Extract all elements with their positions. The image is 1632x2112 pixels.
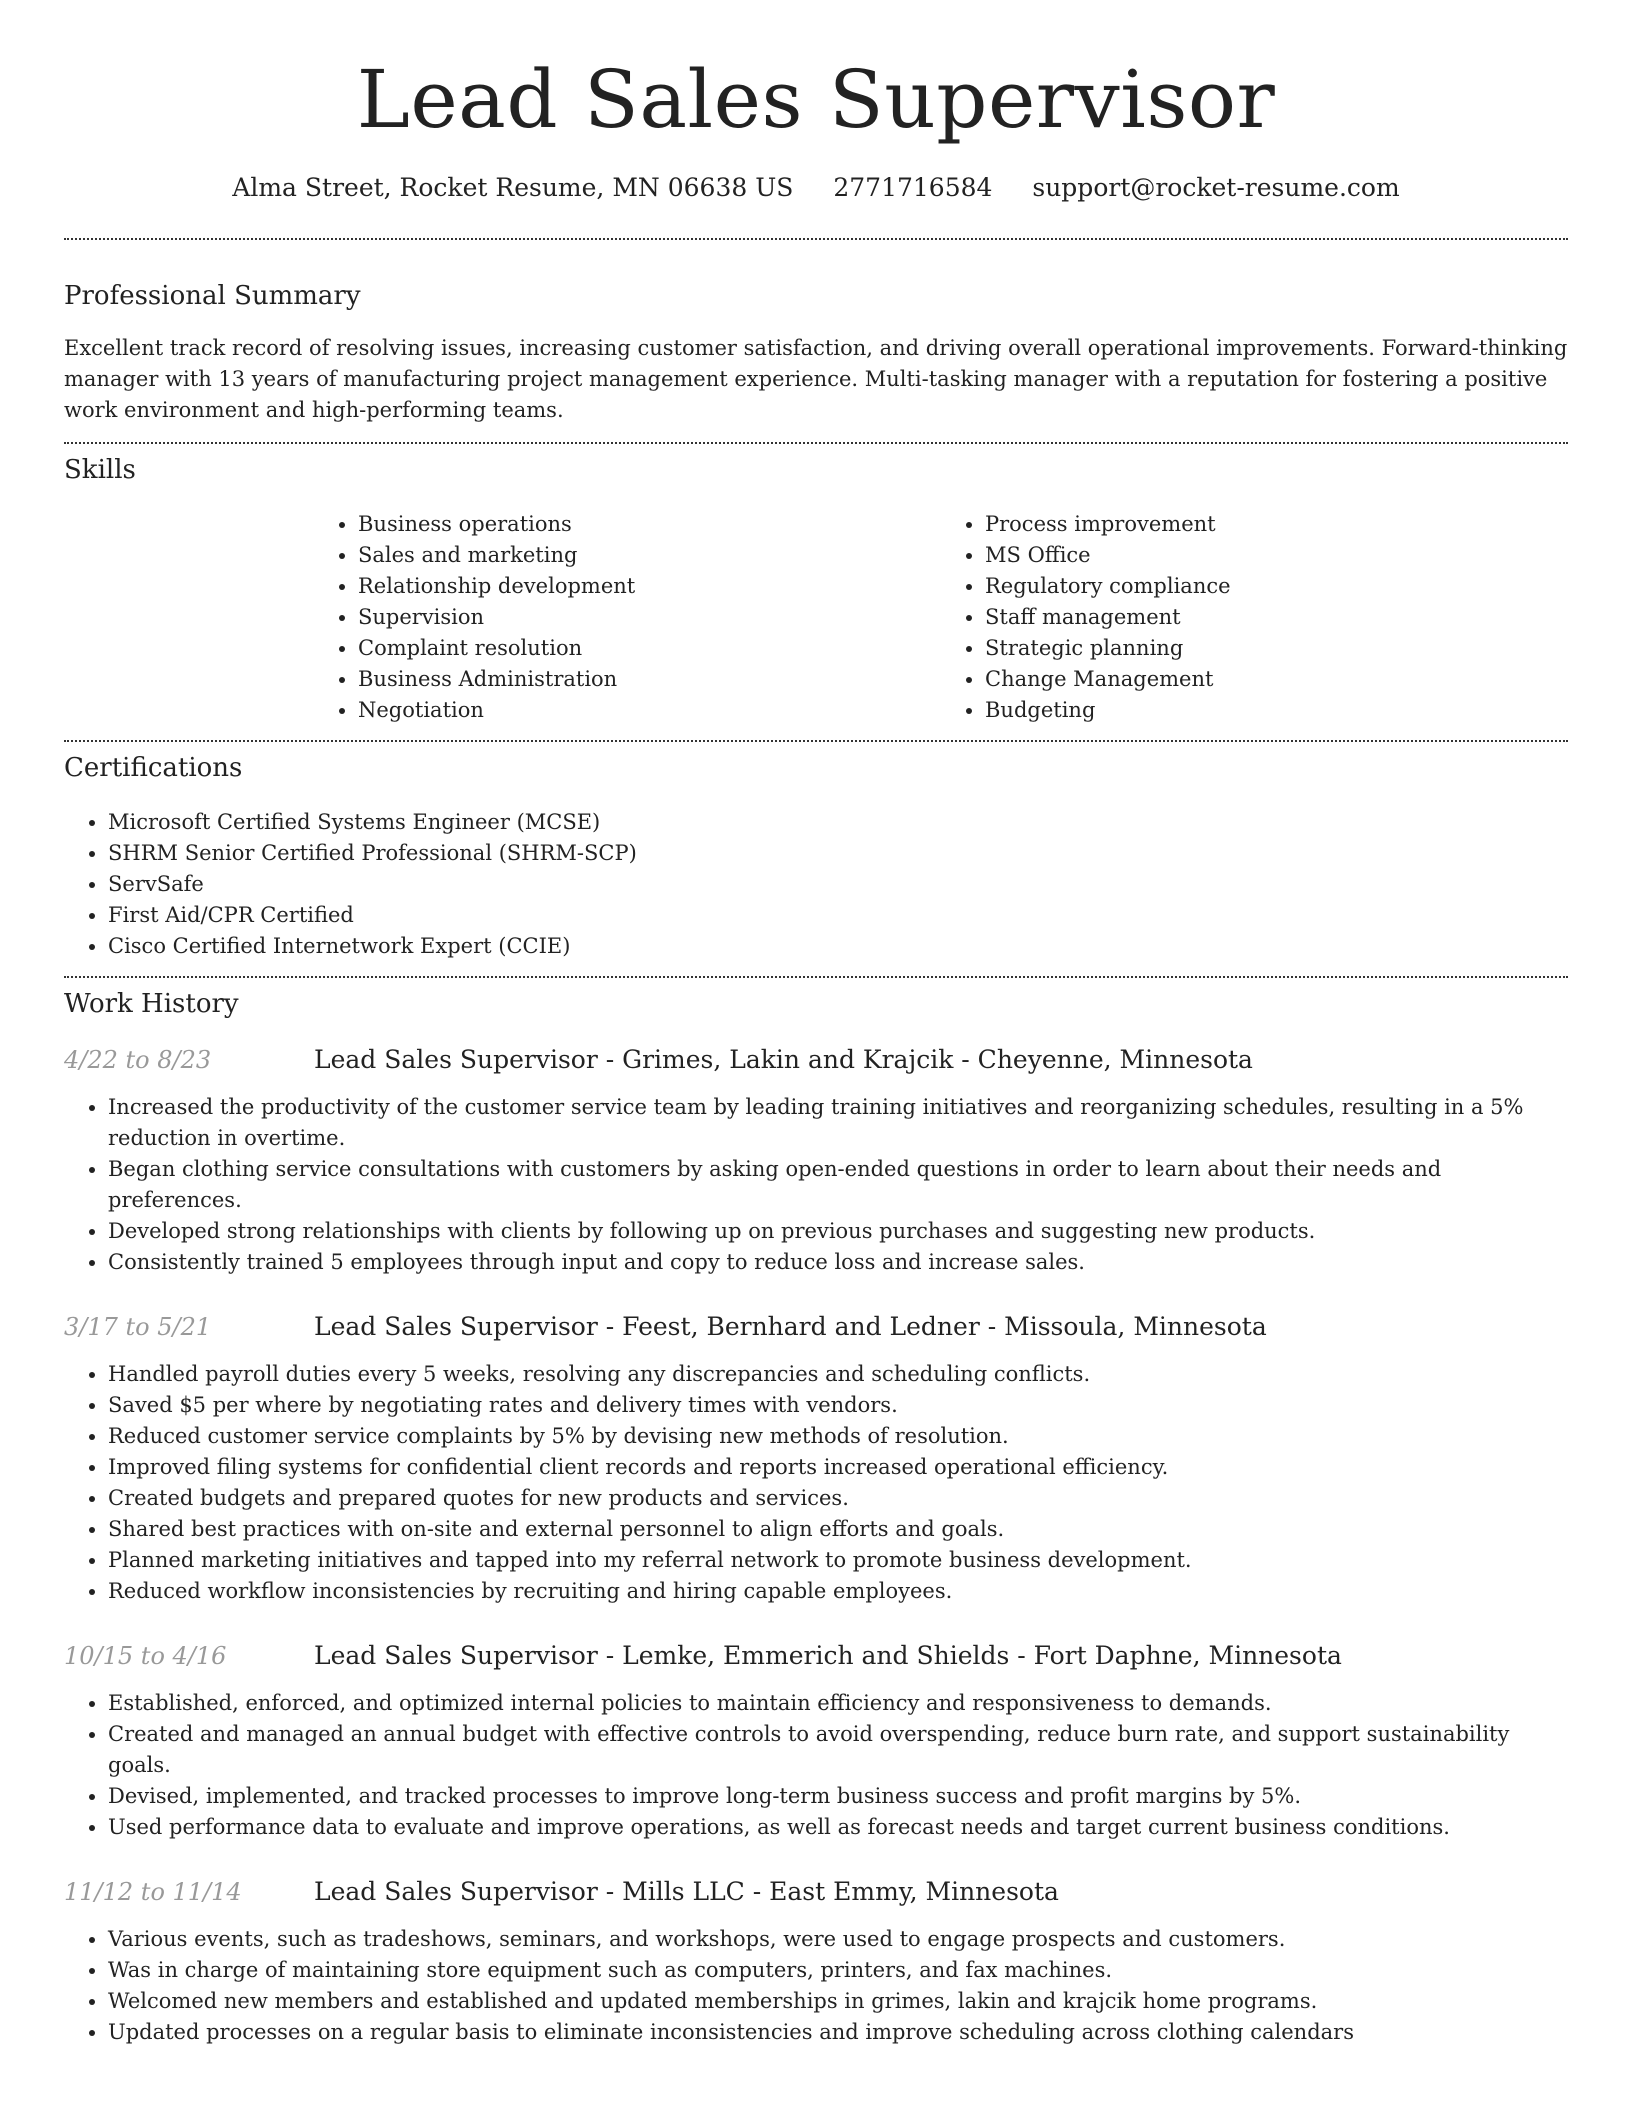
certification-item: • First Aid/CPR Certified bbox=[108, 900, 1568, 931]
skill-item: • MS Office bbox=[985, 540, 1568, 571]
job-header bbox=[64, 1044, 1568, 1076]
job-date: 4/22 to 8/23 bbox=[64, 1046, 212, 1074]
skill-item: • Budgeting bbox=[985, 695, 1568, 726]
job-bullets bbox=[64, 1924, 1568, 2048]
skill-item: • Staff management bbox=[985, 602, 1568, 633]
skills-section bbox=[64, 454, 1568, 726]
skill-item: • Business Administration bbox=[358, 664, 941, 695]
divider bbox=[64, 740, 1568, 742]
job-entry bbox=[64, 1876, 1568, 2048]
skill-item: • Change Management bbox=[985, 664, 1568, 695]
email: support@rocket-resume.com bbox=[1032, 173, 1400, 202]
certification-item: • SHRM Senior Certified Professional (SHRM-SCP) bbox=[108, 838, 1568, 869]
job-bullet: • Handled payroll duties every 5 weeks, resolving any discrepancies and scheduling conflicts. bbox=[108, 1359, 1568, 1390]
job-bullet: • Increased the productivity of the customer service team by leading training initiatives and reorganizing schedules, resulting in a 5% reduction in overtime. bbox=[108, 1092, 1568, 1154]
job-bullet: • Created and managed an annual budget with effective controls to avoid overspending, reduce burn rate, and support sustainability goals. bbox=[108, 1719, 1568, 1781]
contact-line bbox=[64, 172, 1568, 204]
job-bullets bbox=[64, 1359, 1568, 1607]
summary-text: Excellent track record of resolving issues, increasing customer satisfaction, and driving overall operational improvements. Forward-thinking manager with 13 years of manufacturing project management experience. Multi-tasking manager with a reputation for fostering a positive work environment and high-performing teams. bbox=[64, 336, 1568, 422]
skills-list-right bbox=[941, 509, 1568, 726]
skill-item: • Supervision bbox=[358, 602, 941, 633]
job-header bbox=[64, 1640, 1568, 1672]
job-bullet: • Shared best practices with on-site and external personnel to align efforts and goals. bbox=[108, 1514, 1568, 1545]
skill-item: • Complaint resolution bbox=[358, 633, 941, 664]
job-title: Lead Sales Supervisor - Lemke, Emmerich and Shields - Fort Daphne, Minnesota bbox=[314, 1641, 1342, 1670]
job-bullet: • Consistently trained 5 employees through input and copy to reduce loss and increase sales. bbox=[108, 1247, 1568, 1278]
section-title-skills: Skills bbox=[64, 455, 136, 485]
job-entry bbox=[64, 1640, 1568, 1843]
job-bullet: • Reduced workflow inconsistencies by recruiting and hiring capable employees. bbox=[108, 1576, 1568, 1607]
job-bullet: • Improved filing systems for confidential client records and reports increased operational efficiency. bbox=[108, 1452, 1568, 1483]
job-title: Lead Sales Supervisor - Mills LLC - East Emmy, Minnesota bbox=[314, 1877, 1059, 1906]
job-bullet: • Devised, implemented, and tracked processes to improve long-term business success and profit margins by 5%. bbox=[108, 1781, 1568, 1812]
job-date: 11/12 to 11/14 bbox=[64, 1878, 242, 1906]
job-title: Lead Sales Supervisor - Grimes, Lakin and Krajcik - Cheyenne, Minnesota bbox=[314, 1045, 1253, 1074]
phone: 2771716584 bbox=[833, 173, 993, 202]
job-bullet: • Developed strong relationships with clients by following up on previous purchases and suggesting new products. bbox=[108, 1216, 1568, 1247]
job-bullet: • Reduced customer service complaints by 5% by devising new methods of resolution. bbox=[108, 1421, 1568, 1452]
job-bullet: • Began clothing service consultations with customers by asking open-ended questions in order to learn about their needs and preferences. bbox=[108, 1154, 1568, 1216]
job-bullet: • Established, enforced, and optimized internal policies to maintain efficiency and responsiveness to demands. bbox=[108, 1688, 1568, 1719]
job-bullets bbox=[64, 1688, 1568, 1843]
skill-item: • Strategic planning bbox=[985, 633, 1568, 664]
job-entry bbox=[64, 1044, 1568, 1278]
skills-list-left bbox=[314, 509, 941, 726]
job-entry bbox=[64, 1311, 1568, 1607]
job-header bbox=[64, 1311, 1568, 1343]
certification-item: • Microsoft Certified Systems Engineer (MCSE) bbox=[108, 807, 1568, 838]
divider bbox=[64, 442, 1568, 444]
job-date: 10/15 to 4/16 bbox=[64, 1642, 227, 1670]
divider bbox=[64, 976, 1568, 978]
section-title-work-history: Work History bbox=[64, 989, 239, 1019]
skill-item: • Sales and marketing bbox=[358, 540, 941, 571]
job-bullet: • Updated processes on a regular basis to eliminate inconsistencies and improve scheduling across clothing calendars bbox=[108, 2017, 1568, 2048]
job-title: Lead Sales Supervisor - Feest, Bernhard and Ledner - Missoula, Minnesota bbox=[314, 1312, 1267, 1341]
skill-item: • Negotiation bbox=[358, 695, 941, 726]
section-title-summary: Professional Summary bbox=[64, 281, 361, 311]
address: Alma Street, Rocket Resume, MN 06638 US bbox=[232, 173, 794, 202]
job-header bbox=[64, 1876, 1568, 1908]
skill-item: • Relationship development bbox=[358, 571, 941, 602]
certification-item: • ServSafe bbox=[108, 869, 1568, 900]
job-bullet: • Saved $5 per where by negotiating rates and delivery times with vendors. bbox=[108, 1390, 1568, 1421]
certifications-section bbox=[64, 752, 1568, 962]
skill-item: • Process improvement bbox=[985, 509, 1568, 540]
job-date: 3/17 to 5/21 bbox=[64, 1313, 212, 1341]
job-bullet: • Used performance data to evaluate and improve operations, as well as forecast needs and target current business conditions. bbox=[108, 1812, 1568, 1843]
job-bullet: • Welcomed new members and established and updated memberships in grimes, lakin and krajcik home programs. bbox=[108, 1986, 1568, 2017]
summary-section bbox=[64, 280, 1568, 426]
certification-item: • Cisco Certified Internetwork Expert (CCIE) bbox=[108, 931, 1568, 962]
job-bullet: • Was in charge of maintaining store equipment such as computers, printers, and fax machines. bbox=[108, 1955, 1568, 1986]
certifications-list bbox=[64, 807, 1568, 962]
skills-columns bbox=[314, 509, 1568, 726]
divider bbox=[64, 238, 1568, 240]
job-bullets bbox=[64, 1092, 1568, 1278]
skill-item: • Regulatory compliance bbox=[985, 571, 1568, 602]
job-bullet: • Created budgets and prepared quotes for new products and services. bbox=[108, 1483, 1568, 1514]
section-title-certifications: Certifications bbox=[64, 753, 243, 783]
job-bullet: • Various events, such as tradeshows, seminars, and workshops, were used to engage prospects and customers. bbox=[108, 1924, 1568, 1955]
skill-item: • Business operations bbox=[358, 509, 941, 540]
work-history-section bbox=[64, 988, 1568, 2048]
candidate-name: Lead Sales Supervisor bbox=[356, 53, 1276, 146]
job-bullet: • Planned marketing initiatives and tapped into my referral network to promote business development. bbox=[108, 1545, 1568, 1576]
